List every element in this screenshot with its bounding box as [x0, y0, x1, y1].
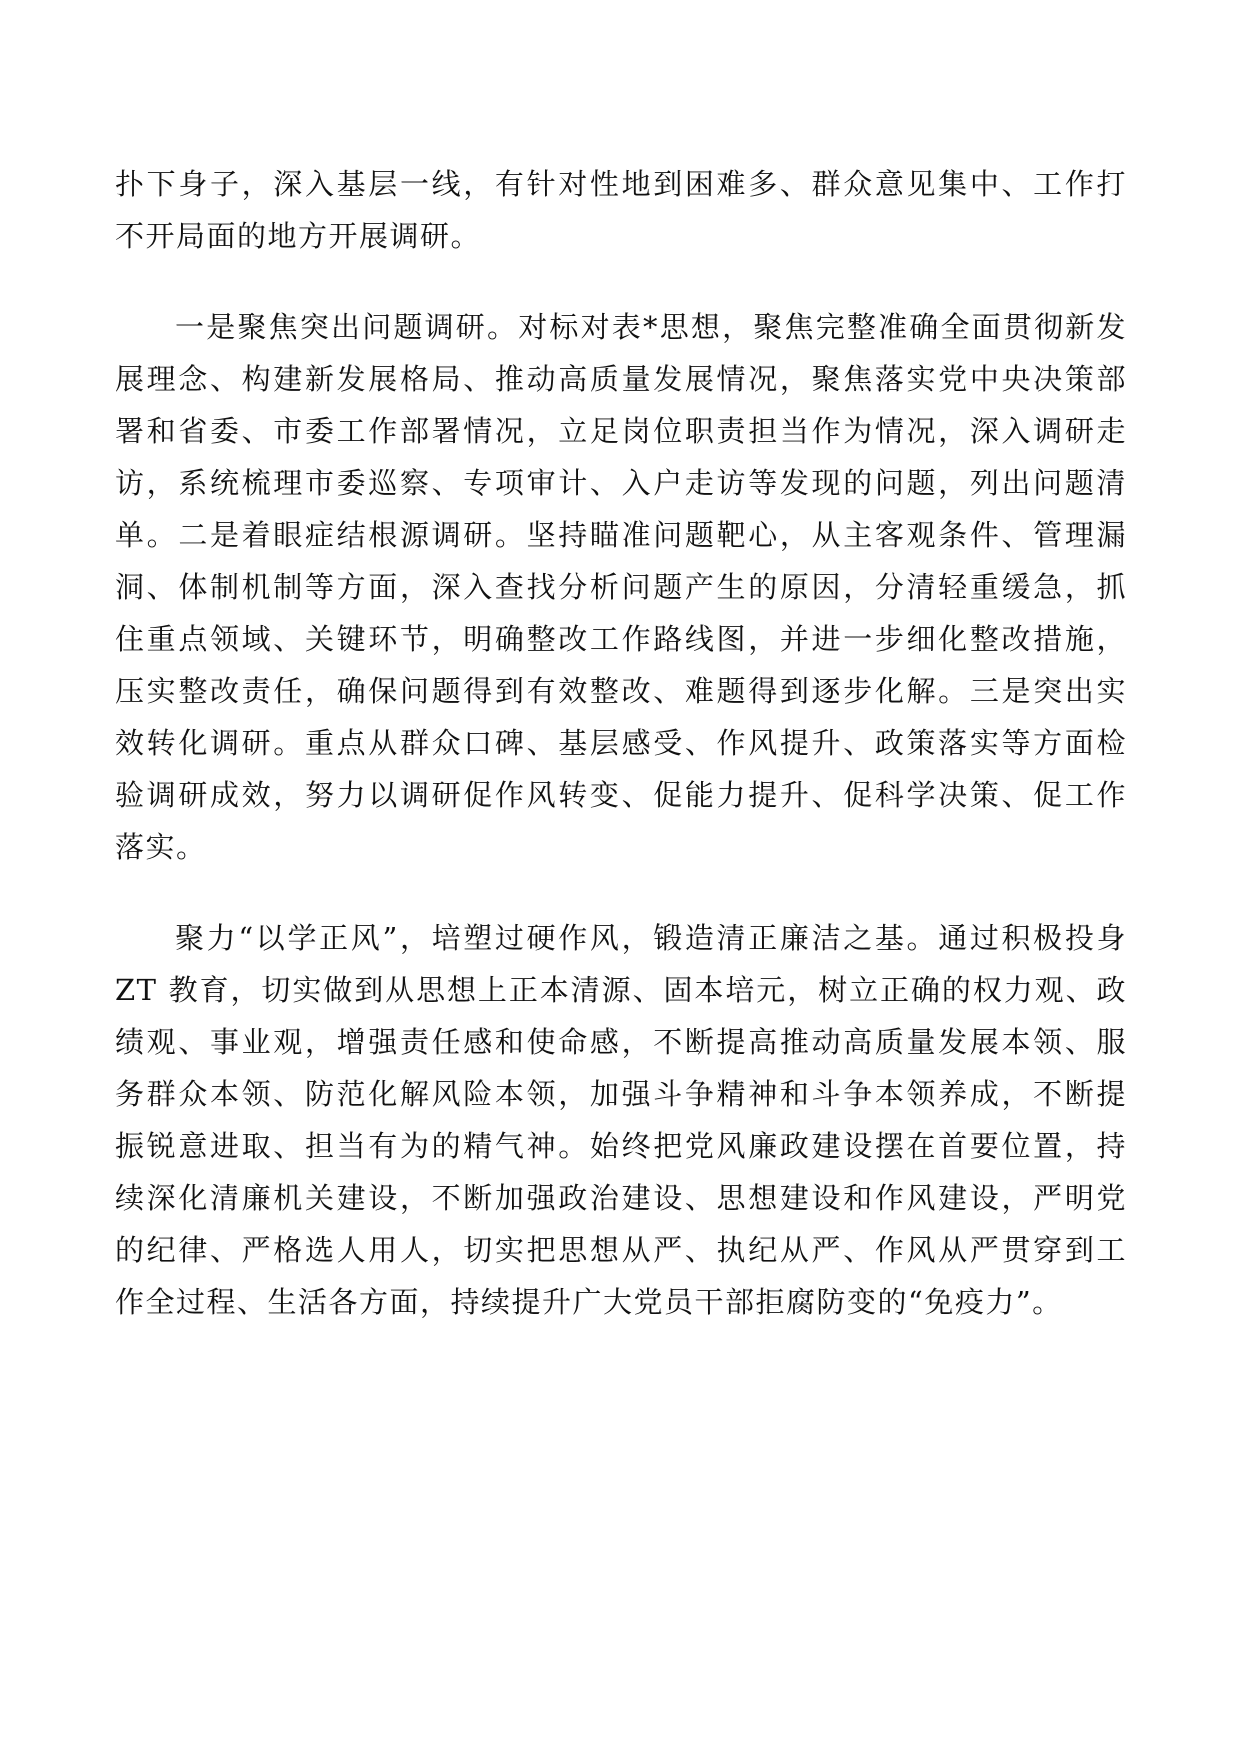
- text-line: 振锐意进取、担当有为的精气神。始终把党风廉政建设摆在首要位置，持: [115, 1129, 1127, 1163]
- text-line: 单。二是着眼症结根源调研。坚持瞄准问题靶心，从主客观条件、管理漏: [115, 518, 1127, 552]
- text-line: 住重点领域、关键环节，明确整改工作路线图，并进一步细化整改措施，: [115, 622, 1127, 656]
- text-line: 洞、体制机制等方面，深入查找分析问题产生的原因，分清轻重缓急，抓: [115, 570, 1127, 604]
- text-line: 访，系统梳理市委巡察、专项审计、入户走访等发现的问题，列出问题清: [115, 466, 1127, 500]
- paragraph-2: [115, 301, 1127, 873]
- text-line: 续深化清廉机关建设，不断加强政治建设、思想建设和作风建设，严明党: [115, 1181, 1127, 1215]
- paragraph-3: [115, 912, 1127, 1328]
- text-line: ZT 教育，切实做到从思想上正本清源、固本培元，树立正确的权力观、政: [115, 973, 1127, 1007]
- paragraph-1: [115, 158, 1127, 262]
- text-line: 的纪律、严格选人用人，切实把思想从严、执纪从严、作风从严贯穿到工: [115, 1233, 1127, 1267]
- text-line: 展理念、构建新发展格局、推动高质量发展情况，聚焦落实党中央决策部: [115, 362, 1127, 396]
- text-line: 务群众本领、防范化解风险本领，加强斗争精神和斗争本领养成，不断提: [115, 1077, 1127, 1111]
- text-line: 一是聚焦突出问题调研。对标对表*思想，聚焦完整准确全面贯彻新发: [175, 310, 1127, 344]
- text-line: 效转化调研。重点从群众口碑、基层感受、作风提升、政策落实等方面检: [115, 726, 1127, 760]
- text-line: 署和省委、市委工作部署情况，立足岗位职责担当作为情况，深入调研走: [115, 414, 1127, 448]
- text-line: 绩观、事业观，增强责任感和使命感，不断提高推动高质量发展本领、服: [115, 1025, 1127, 1059]
- text-line: 压实整改责任，确保问题得到有效整改、难题得到逐步化解。三是突出实: [115, 674, 1127, 708]
- text-line: 聚力“以学正风”，培塑过硬作风，锻造清正廉洁之基。通过积极投身: [175, 921, 1127, 955]
- text-line: 不开局面的地方开展调研。: [115, 219, 482, 253]
- text-line: 验调研成效，努力以调研促作风转变、促能力提升、促科学决策、促工作: [115, 778, 1127, 812]
- text-line: 作全过程、生活各方面，持续提升广大党员干部拒腐防变的“免疫力”。: [115, 1285, 1063, 1319]
- text-line: 落实。: [115, 830, 207, 864]
- text-line: 扑下身子，深入基层一线，有针对性地到困难多、群众意见集中、工作打: [115, 167, 1127, 201]
- document-body: [115, 158, 1127, 1367]
